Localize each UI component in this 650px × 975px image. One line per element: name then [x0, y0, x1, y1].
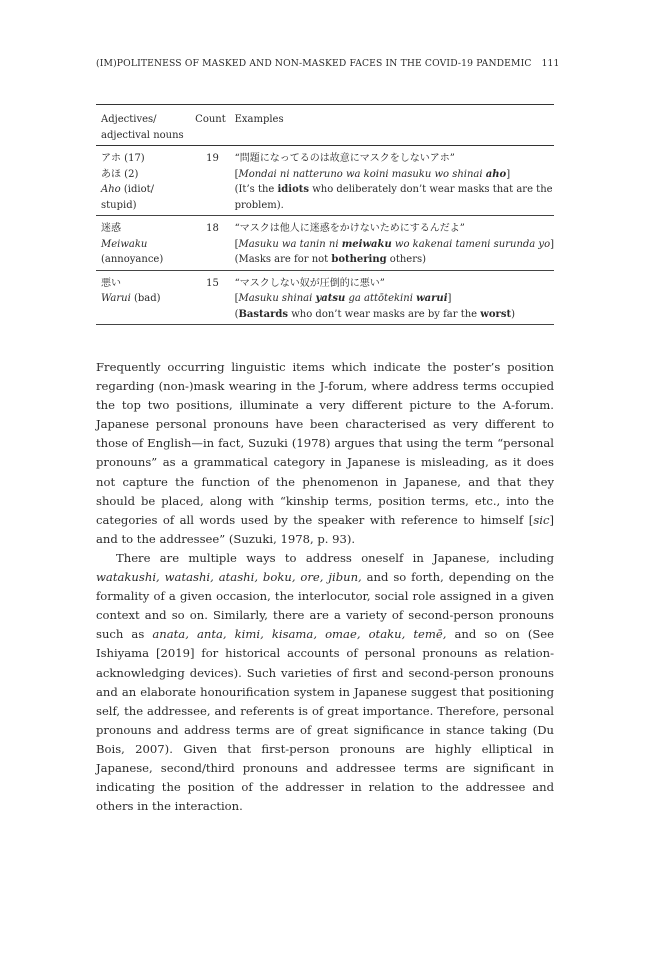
- count-cell: 18: [206, 223, 219, 234]
- adjective-cell: [96, 216, 195, 271]
- table-row: [96, 146, 554, 216]
- example-romaji: [Mondai ni natteruno wa koini masuku wo shinai aho]: [234, 168, 511, 180]
- paragraph: Frequently occurring linguistic items which indicate the poster’s position regarding (non-)mask wearing in the J-forum, where address terms occupied the top two positions, illuminate a very different picture to the A-forum. Japanese personal pronouns have been characterised as very different to those of English—in fact, Suzuki (1978) argues that using the term “personal pronouns” as a grammatical category in Japanese is misleading, as it does not capture the function of the phenomenon in Japanese, and that they should be placed, along with “kinship terms, position terms, etc., into the categories of all words used by the speaker with reference to himself [sic] and to the addressee” (Suzuki, 1978, p. 93).: [96, 360, 554, 546]
- body-text: [96, 358, 554, 816]
- adjective-line: (annoyance): [101, 254, 164, 265]
- example-translation: (It’s the idiots who deliberately don’t wear masks that are the: [234, 184, 553, 195]
- column-header-count: Count: [195, 114, 226, 125]
- adjective-line: [101, 237, 195, 253]
- example-translation: (Bastards who don’t wear masks are by far the worst): [234, 308, 515, 320]
- table-row: [96, 216, 554, 271]
- running-header: [96, 58, 560, 69]
- adjective-romaji: Aho: [101, 184, 121, 195]
- example-translation-cont: problem).: [234, 199, 284, 211]
- table-row: [96, 270, 554, 325]
- table-header-row: [96, 105, 554, 146]
- example-romaji: [Masuku shinai yatsu ga attōtekini warui]: [234, 293, 452, 304]
- adjective-cell: [96, 270, 195, 325]
- paragraph: There are multiple ways to address oneself in Japanese, including watakushi, watashi, atashi, boku, ore, jibun, and so forth, depending on the formality of a given occasion, the interlocutor, social role assigned in a given context and so on. Similarly, there are a variety of second-person pronouns such as anata, anta, kimi, kisama, omae, otaku, temē, and so on (See Ishiyama [2019] for historical accounts of personal pronouns as relation-acknowledging devices). Such varieties of first and second-person pronouns and an elaborate honourification system in Japanese suggest that positioning self, the addressee, and referents is of great importance. Therefore, personal pronouns and address terms are of great significance in stance taking (Du Bois, 2007). Given that first-person pronouns are highly elliptical in Japanese, second/third pronouns and addressee terms are significant in indicating the position of the addresser in relation to the addressee and others in the interaction.: [96, 550, 555, 814]
- example-romaji: [Masuku wa tanin ni meiwaku wo kakenai tameni surunda yo]: [234, 238, 554, 250]
- example-japanese: “マスクは他人に迷惑をかけないためにするんだよ”: [234, 223, 465, 234]
- column-header-examples: Examples: [234, 114, 284, 125]
- example-japanese: “マスクしない奴が圧倒的に悪い”: [234, 277, 385, 289]
- page-number: 111: [541, 58, 560, 69]
- examples-cell: [235, 216, 554, 271]
- adjective-line: Aho (idiot/: [101, 184, 154, 195]
- column-header-adjectives: Adjectives/ adjectival nouns: [101, 114, 184, 141]
- count-cell: 19: [206, 153, 219, 164]
- example-translation: (Masks are for not bothering others): [234, 254, 427, 265]
- adjective-line: あほ (2): [101, 168, 139, 180]
- adjective-romaji: Warui: [101, 293, 131, 304]
- adjective-romaji: Meiwaku: [101, 238, 148, 250]
- running-title: (IM)POLITENESS OF MASKED AND NON-MASKED FACES IN THE COVID-19 PANDEMIC: [96, 58, 532, 69]
- adjective-cell: [96, 146, 195, 216]
- adjective-line: Warui (bad): [101, 293, 161, 304]
- example-japanese: “問題になってるのは故意にマスクをしないアホ”: [234, 153, 455, 164]
- count-cell: 15: [206, 277, 219, 289]
- adjectives-table: [96, 104, 554, 325]
- adjective-line: stupid): [101, 199, 137, 211]
- adjective-line: アホ (17): [101, 153, 145, 164]
- adjective-line: 悪い: [101, 277, 121, 289]
- examples-cell: [235, 270, 554, 325]
- adjective-line: 迷惑: [101, 223, 121, 234]
- examples-cell: [235, 146, 554, 216]
